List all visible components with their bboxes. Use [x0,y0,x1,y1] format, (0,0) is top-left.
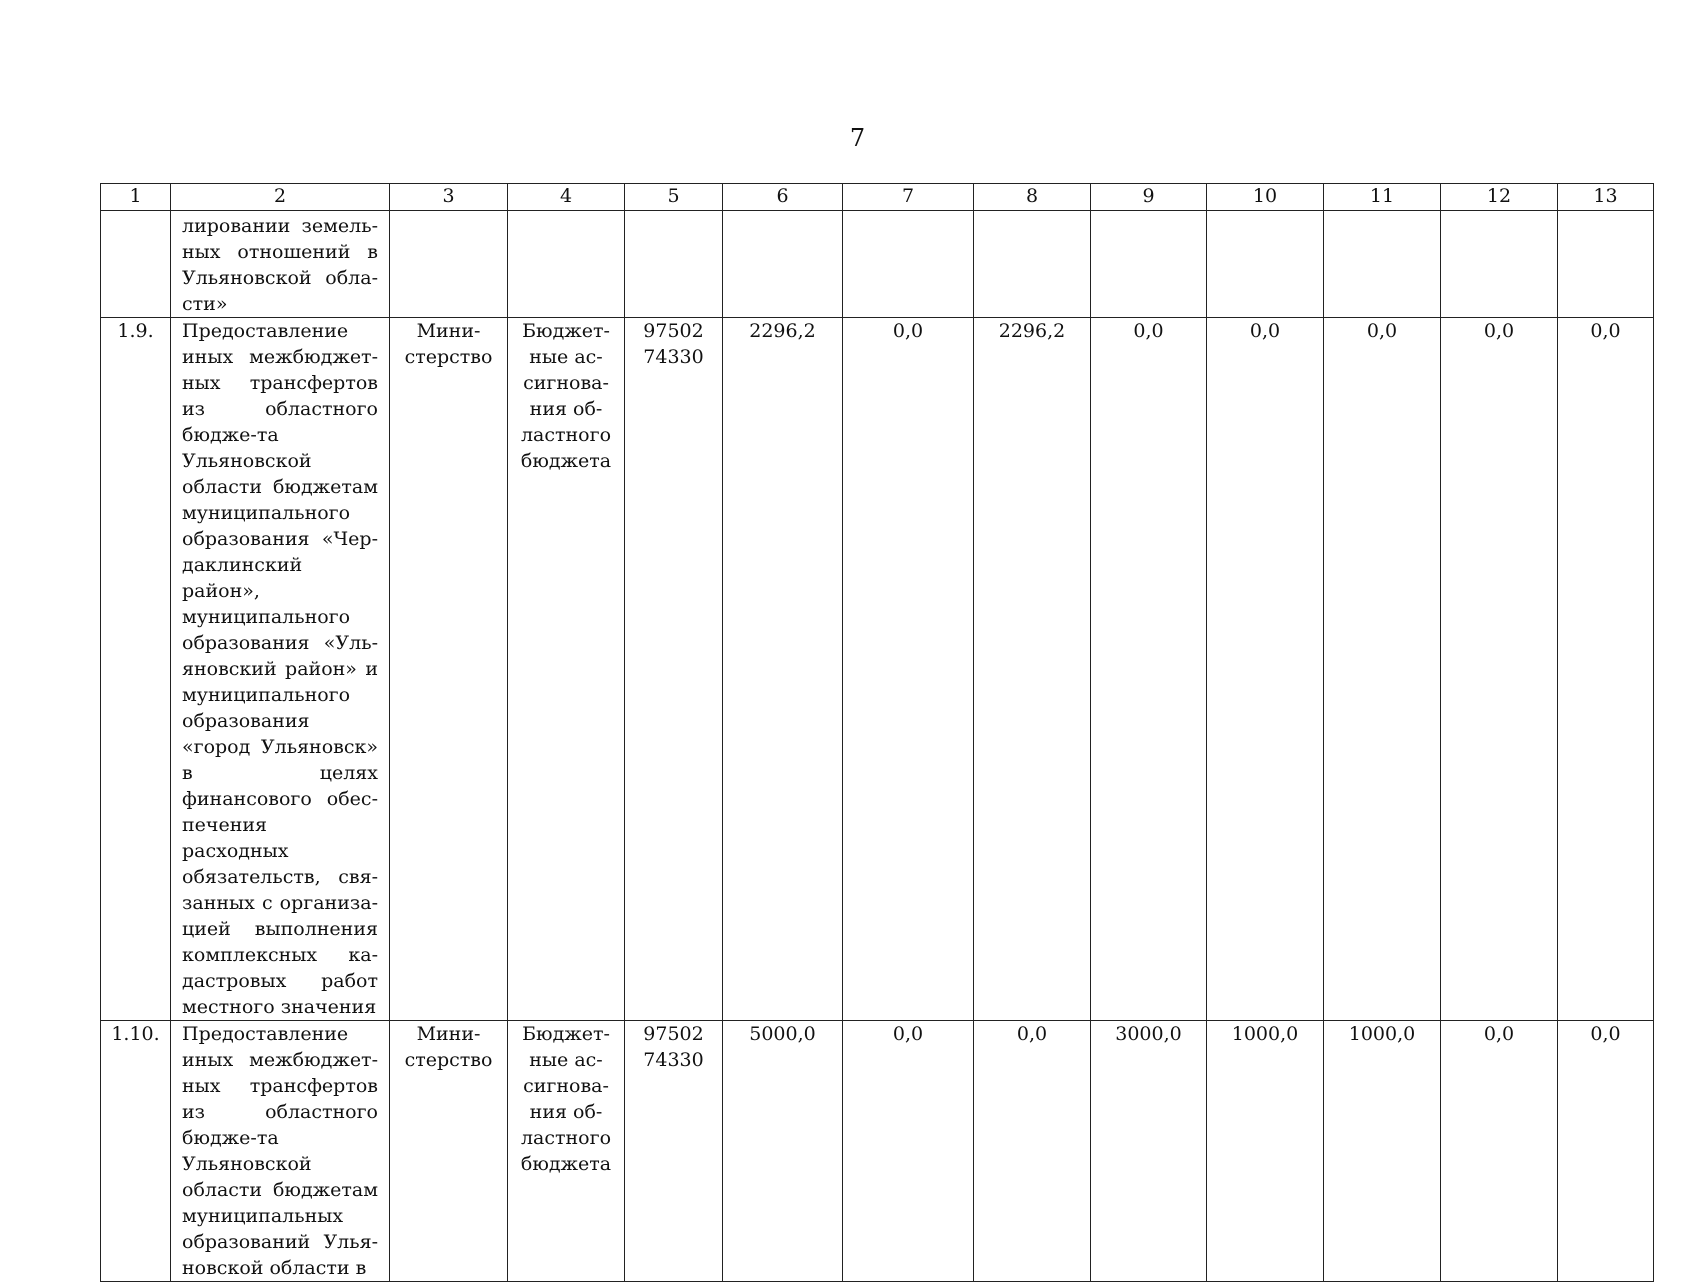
value-cell-8 [974,211,1091,318]
value-cell-7: 0,0 [843,318,974,1021]
value-cell-6: 5000,0 [723,1021,843,1282]
value-cell-8: 2296,2 [974,318,1091,1021]
event-name-cell: лировании земель-ных отношений в Ульяновской обла-сти» [171,211,390,318]
value-cell-8: 0,0 [974,1021,1091,1282]
value-cell-9: 0,0 [1091,318,1207,1021]
column-header-9: 9 [1091,184,1207,211]
value-cell-12 [1441,211,1558,318]
value-cell-9 [1091,211,1207,318]
value-cell-10: 1000,0 [1207,1021,1324,1282]
column-number-row [101,184,1654,211]
value-cell-12: 0,0 [1441,1021,1558,1282]
budget-code-cell: 97502 74330 [625,1021,723,1282]
funding-source-cell [508,211,625,318]
value-cell-10: 0,0 [1207,318,1324,1021]
row-number-cell: 1.9. [101,318,171,1021]
executor-cell: Мини-стерство [390,318,508,1021]
table-row [101,211,1654,318]
column-header-3: 3 [390,184,508,211]
value-cell-13: 0,0 [1558,318,1654,1021]
value-cell-9: 3000,0 [1091,1021,1207,1282]
value-cell-6 [723,211,843,318]
executor-cell: Мини-стерство [390,1021,508,1282]
column-header-13: 13 [1558,184,1654,211]
funding-source-cell: Бюджет-ные ас-сигнова-ния об-ластного бюджета [508,318,625,1021]
value-cell-12: 0,0 [1441,318,1558,1021]
column-header-6: 6 [723,184,843,211]
value-cell-7 [843,211,974,318]
column-header-4: 4 [508,184,625,211]
table-row [101,1021,1654,1282]
value-cell-11 [1324,211,1441,318]
table-row [101,318,1654,1021]
value-cell-13: 0,0 [1558,1021,1654,1282]
value-cell-11: 0,0 [1324,318,1441,1021]
column-header-10: 10 [1207,184,1324,211]
column-header-8: 8 [974,184,1091,211]
column-header-12: 12 [1441,184,1558,211]
budget-code-cell: 97502 74330 [625,318,723,1021]
executor-cell [390,211,508,318]
value-cell-11: 1000,0 [1324,1021,1441,1282]
column-header-11: 11 [1324,184,1441,211]
row-number-cell [101,211,171,318]
page-number: 7 [849,124,866,152]
column-header-1: 1 [101,184,171,211]
row-number-cell: 1.10. [101,1021,171,1282]
value-cell-13 [1558,211,1654,318]
column-header-2: 2 [171,184,390,211]
event-name-cell: Предоставление иных межбюджет-ных трансфертов из областного бюдже-та Ульяновской области бюджетам муниципального образования «Чер-даклинский район», муниципального образования «Уль-яновский район» и муниципального образования «город Ульяновск» в целях финансового обес-печения расходных обязательств, свя-занных с организа-цией выполнения комплексных ка-дастровых работ местного значения [171,318,390,1021]
budget-code-cell [625,211,723,318]
budget-table [100,183,1654,1282]
funding-source-cell: Бюджет-ные ас-сигнова-ния об-ластного бюджета [508,1021,625,1282]
value-cell-6: 2296,2 [723,318,843,1021]
value-cell-7: 0,0 [843,1021,974,1282]
column-header-5: 5 [625,184,723,211]
column-header-7: 7 [843,184,974,211]
event-name-cell: Предоставление иных межбюджет-ных трансфертов из областного бюдже-та Ульяновской области бюджетам муниципальных образований Улья-новской области в [171,1021,390,1282]
value-cell-10 [1207,211,1324,318]
